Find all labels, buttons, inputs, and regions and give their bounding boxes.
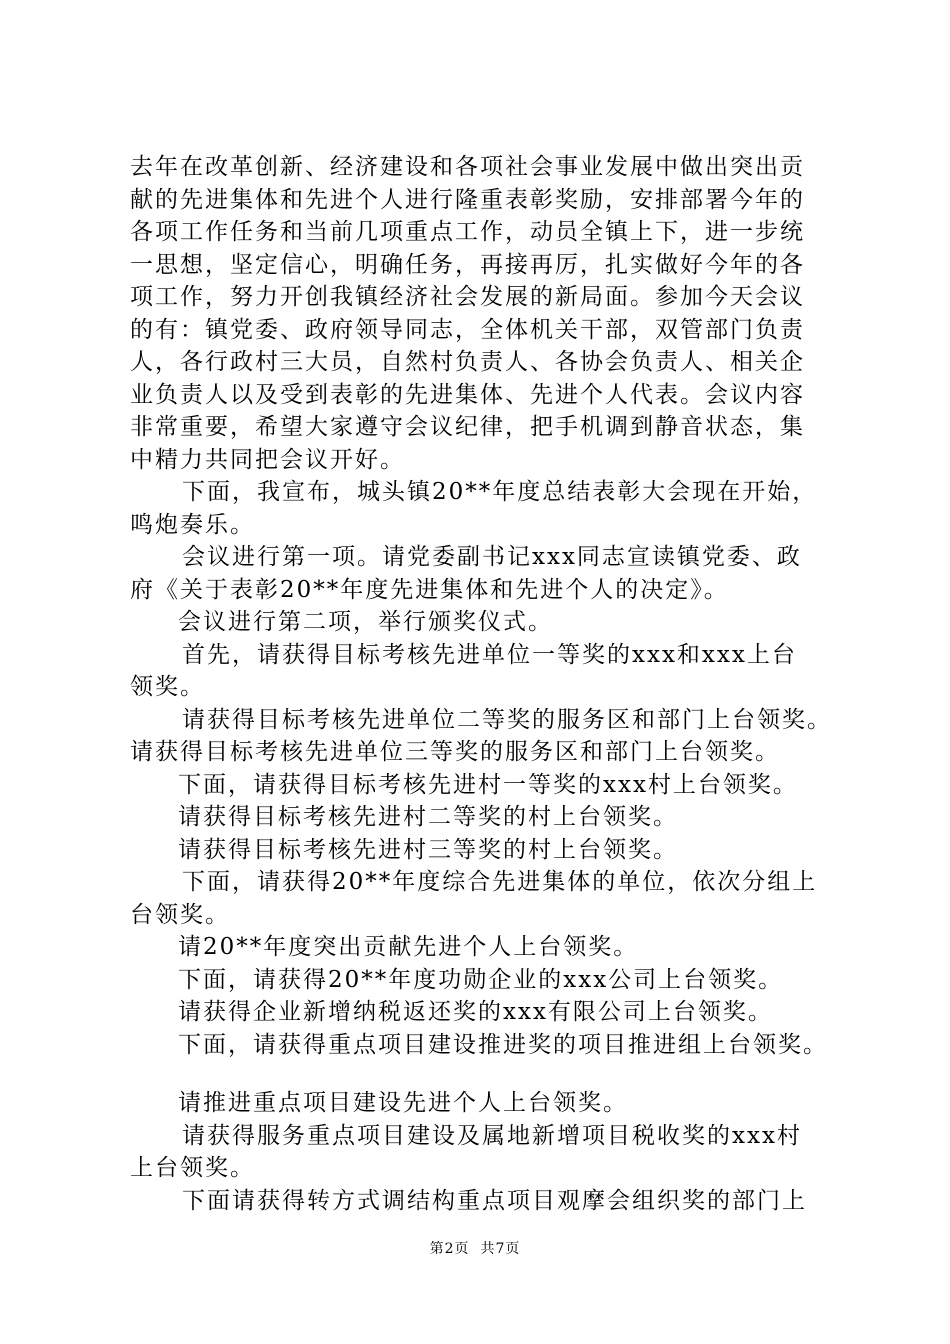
text-line: 下面，请获得20**年度功勋企业的xxx公司上台领奖。 xyxy=(178,966,784,993)
text-line: 会议进行第一项。请党委副书记xxx同志宣读镇党委、政 xyxy=(182,544,802,570)
text-line: 请获得目标考核先进村三等奖的村上台领奖。 xyxy=(178,836,678,863)
text-line: 请推进重点项目建设先进个人上台领奖。 xyxy=(178,1090,628,1116)
text-line: 下面请获得转方式调结构重点项目观摩会组织奖的部门上 xyxy=(182,1187,807,1214)
text-line: 业负责人以及受到表彰的先进集体、先进个人代表。会议内容 xyxy=(130,381,805,408)
text-line: 下面，我宣布，城头镇20**年度总结表彰大会现在开始， xyxy=(182,479,818,505)
page-number-label: 第2页 共7页 xyxy=(429,1241,521,1257)
paragraph-gap xyxy=(130,1061,850,1087)
page-footer xyxy=(0,1240,950,1258)
text-line: 献的先进集体和先进个人进行隆重表彰奖励，安排部署今年的 xyxy=(130,186,805,213)
text-line: 一思想，坚定信心，明确任务，再接再厉，扎实做好今年的各 xyxy=(130,251,805,278)
text-line: 领奖。 xyxy=(130,674,205,700)
document-body xyxy=(130,151,850,1217)
text-line: 请获得企业新增纳税返还奖的xxx有限公司上台领奖。 xyxy=(178,999,773,1025)
text-line: 项工作，努力开创我镇经济社会发展的新局面。参加今天会议 xyxy=(130,284,805,310)
text-line: 中精力共同把会议开好。 xyxy=(130,446,405,473)
text-line: 非常重要，希望大家遵守会议纪律，把手机调到静音状态，集 xyxy=(130,414,805,440)
text-line: 下面，请获得重点项目建设推进奖的项目推进组上台领奖。 xyxy=(178,1031,828,1058)
text-line: 请获得目标考核先进单位三等奖的服务区和部门上台领奖。 xyxy=(130,739,780,765)
text-line: 人，各行政村三大员，自然村负责人、各协会负责人、相关企 xyxy=(130,349,805,375)
text-line: 请20**年度突出贡献先进个人上台领奖。 xyxy=(178,934,639,960)
text-line: 鸣炮奏乐。 xyxy=(130,511,255,538)
text-line: 上台领奖。 xyxy=(130,1155,255,1181)
text-line: 的有：镇党委、政府领导同志，全体机关干部，双管部门负责 xyxy=(130,316,805,343)
text-line: 请获得目标考核先进村二等奖的村上台领奖。 xyxy=(178,804,678,830)
text-line: 去年在改革创新、经济建设和各项社会事业发展中做出突出贡 xyxy=(130,154,805,180)
text-line: 请获得服务重点项目建设及属地新增项目税收奖的xxx村 xyxy=(182,1122,802,1149)
text-line: 首先，请获得目标考核先进单位一等奖的xxx和xxx上台 xyxy=(182,641,797,668)
text-line: 请获得目标考核先进单位二等奖的服务区和部门上台领奖。 xyxy=(182,706,832,733)
text-line: 会议进行第二项，举行颁奖仪式。 xyxy=(178,609,553,635)
text-line: 下面，请获得目标考核先进村一等奖的xxx村上台领奖。 xyxy=(178,771,798,798)
text-line: 府《关于表彰20**年度先进集体和先进个人的决定》。 xyxy=(130,576,729,603)
text-line: 各项工作任务和当前几项重点工作，动员全镇上下，进一步统 xyxy=(130,219,805,245)
text-line: 下面，请获得20**年度综合先进集体的单位，依次分组上 xyxy=(182,869,818,895)
text-line: 台领奖。 xyxy=(130,901,230,928)
